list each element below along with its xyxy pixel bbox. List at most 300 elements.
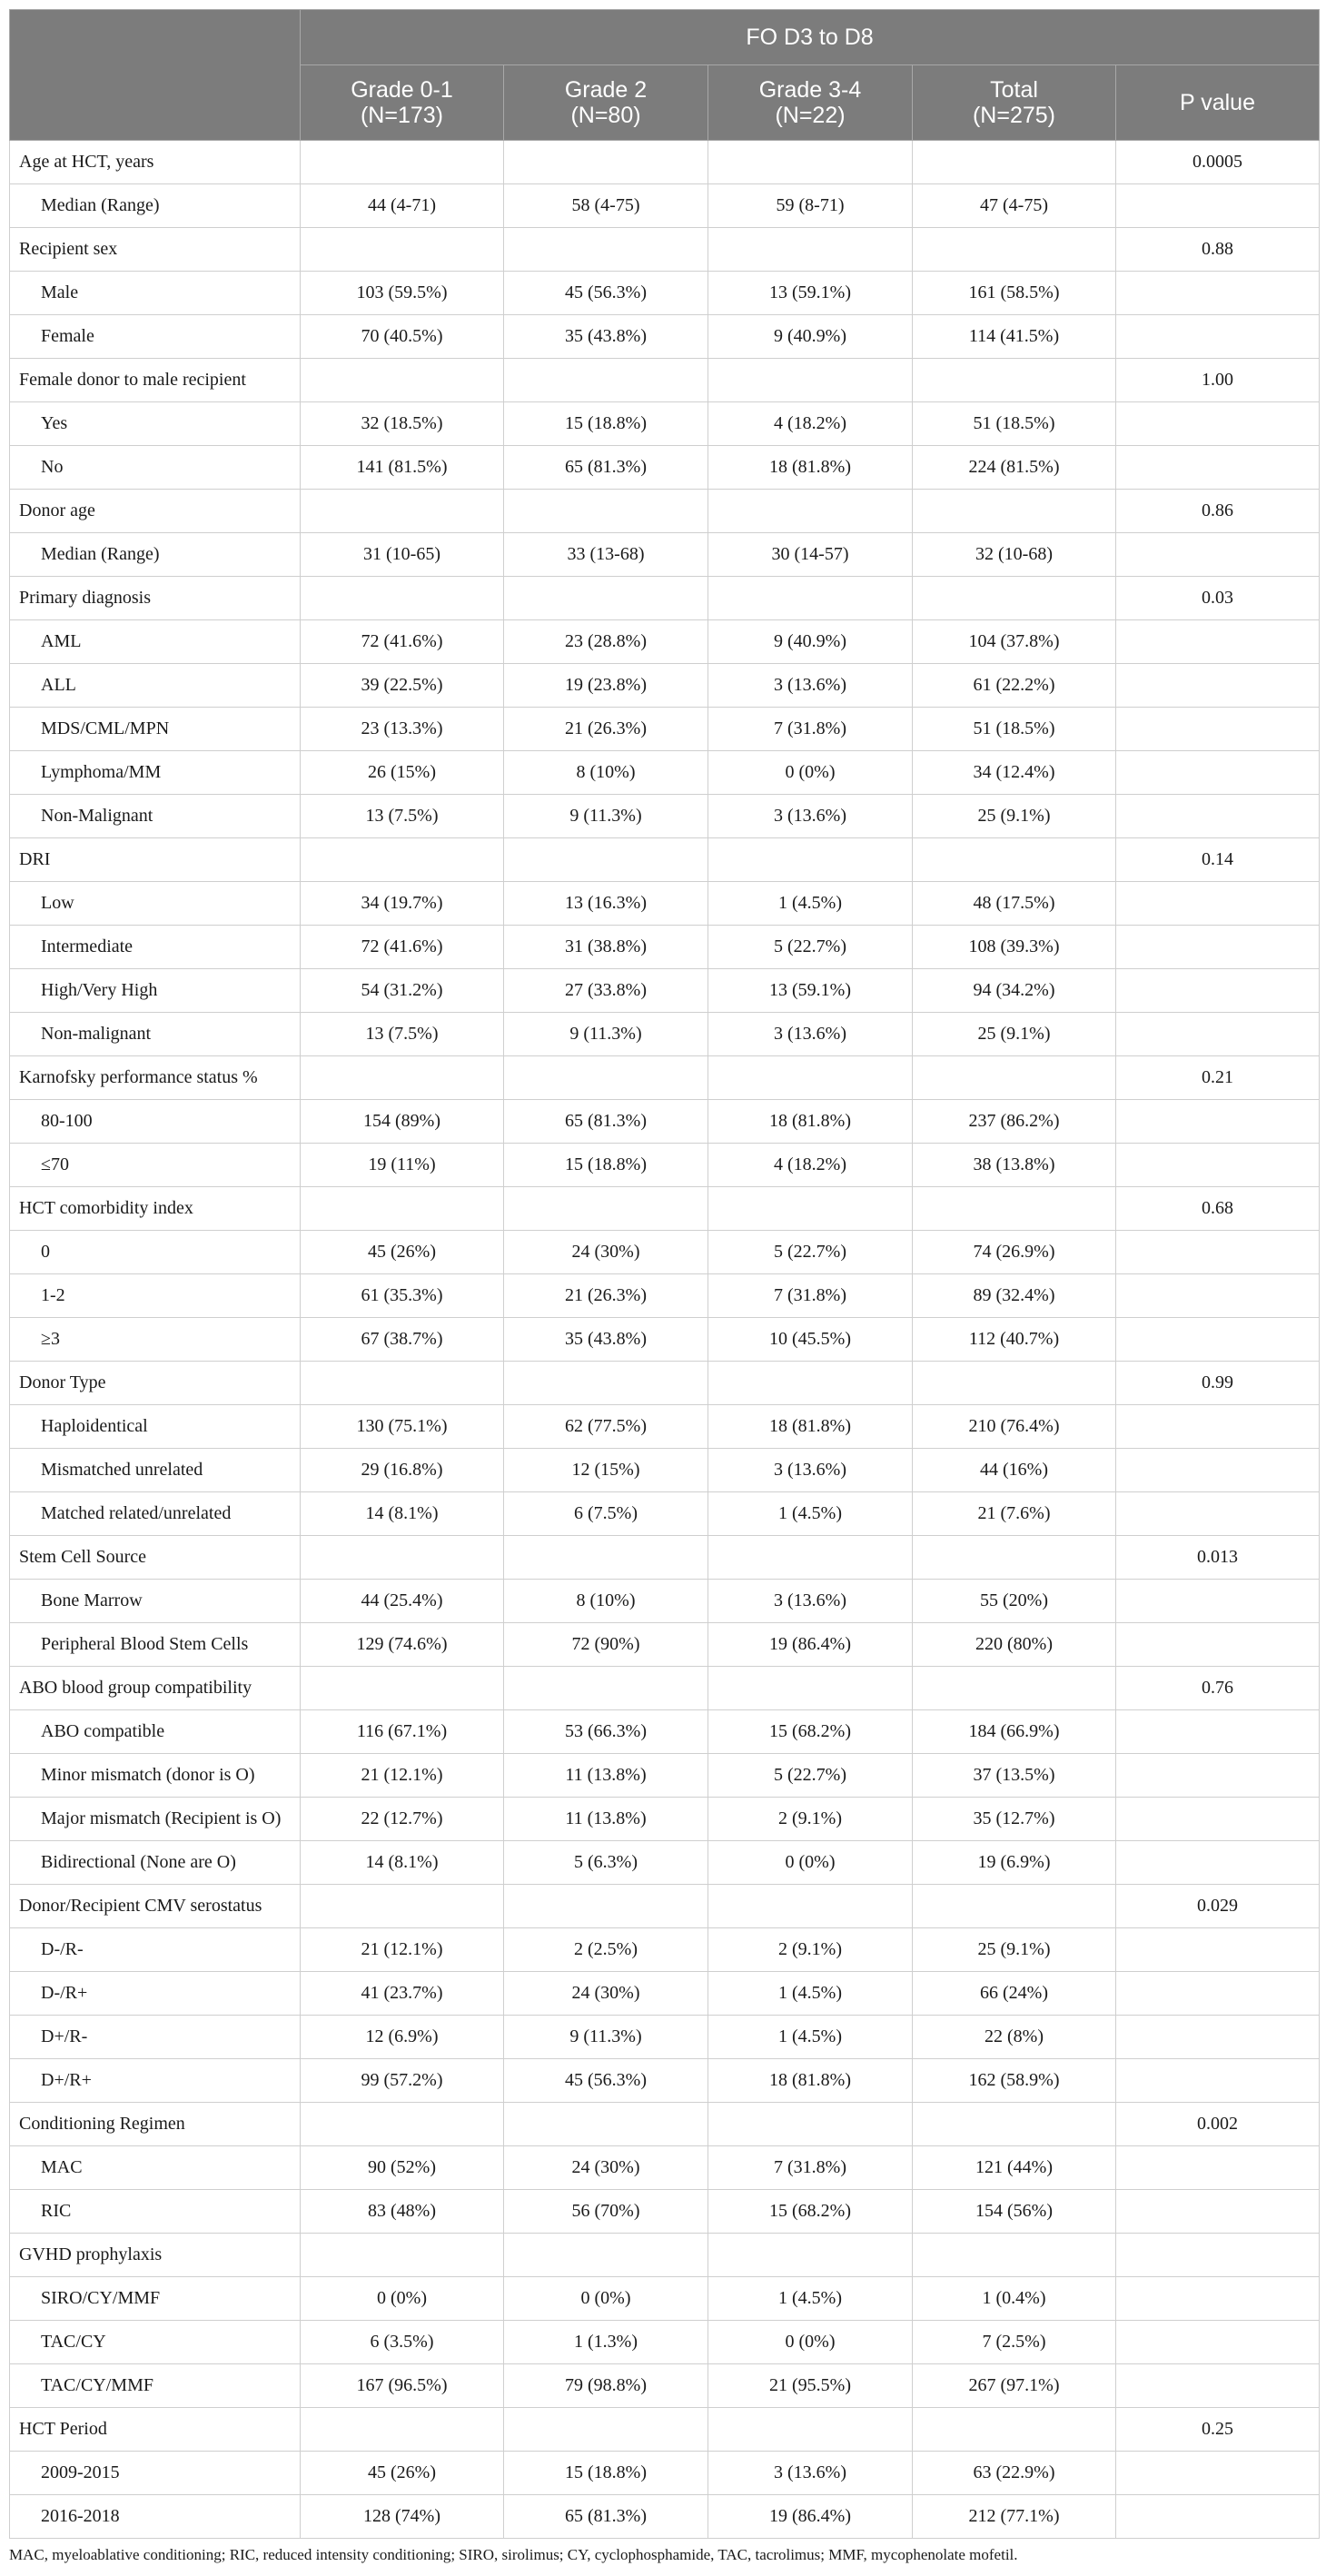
p-value-cell xyxy=(1116,1492,1320,1536)
table-row xyxy=(10,2277,1320,2321)
p-value-cell xyxy=(1116,446,1320,490)
p-value-cell xyxy=(1116,2277,1320,2321)
header-group-title: FO D3 to D8 xyxy=(301,10,1320,65)
p-value-cell xyxy=(1116,533,1320,577)
table-row xyxy=(10,1754,1320,1798)
grade-0-1-cell xyxy=(301,490,504,533)
grade-2-cell xyxy=(504,1187,708,1231)
p-value-cell: 0.14 xyxy=(1116,838,1320,882)
p-value-cell xyxy=(1116,1710,1320,1754)
total-cell: 51 (18.5%) xyxy=(913,402,1116,446)
p-value-cell: 0.88 xyxy=(1116,228,1320,272)
total-cell: 1 (0.4%) xyxy=(913,2277,1116,2321)
grade-2-cell: 19 (23.8%) xyxy=(504,664,708,708)
table-row xyxy=(10,184,1320,228)
category-row xyxy=(10,1362,1320,1405)
grade-3-4-cell: 5 (22.7%) xyxy=(708,1754,913,1798)
p-value-cell xyxy=(1116,1013,1320,1056)
table-row xyxy=(10,1231,1320,1274)
grade-3-4-cell: 3 (13.6%) xyxy=(708,1013,913,1056)
total-cell xyxy=(913,838,1116,882)
p-value-cell xyxy=(1116,315,1320,359)
table-row xyxy=(10,1623,1320,1667)
grade-0-1-cell: 44 (4-71) xyxy=(301,184,504,228)
grade-2-cell: 24 (30%) xyxy=(504,2146,708,2190)
grade-3-4-cell: 18 (81.8%) xyxy=(708,1100,913,1144)
grade-3-4-cell xyxy=(708,2234,913,2277)
p-value-cell xyxy=(1116,1754,1320,1798)
total-cell: 32 (10-68) xyxy=(913,533,1116,577)
grade-2-cell: 12 (15%) xyxy=(504,1449,708,1492)
total-cell: 35 (12.7%) xyxy=(913,1798,1116,1841)
category-label: GVHD prophylaxis xyxy=(10,2234,301,2277)
p-value-cell: 0.68 xyxy=(1116,1187,1320,1231)
grade-2-cell: 1 (1.3%) xyxy=(504,2321,708,2364)
total-cell xyxy=(913,2234,1116,2277)
row-label: Mismatched unrelated xyxy=(10,1449,301,1492)
category-row xyxy=(10,838,1320,882)
grade-3-4-cell: 3 (13.6%) xyxy=(708,2452,913,2495)
total-cell: 63 (22.9%) xyxy=(913,2452,1116,2495)
grade-2-cell xyxy=(504,1056,708,1100)
grade-0-1-cell: 128 (74%) xyxy=(301,2495,504,2539)
header-count: (N=173) xyxy=(360,103,443,128)
category-label: HCT Period xyxy=(10,2408,301,2452)
category-row xyxy=(10,2234,1320,2277)
total-cell: 112 (40.7%) xyxy=(913,1318,1116,1362)
grade-3-4-cell: 18 (81.8%) xyxy=(708,2059,913,2103)
grade-3-4-cell xyxy=(708,228,913,272)
grade-0-1-cell: 129 (74.6%) xyxy=(301,1623,504,1667)
grade-0-1-cell: 12 (6.9%) xyxy=(301,2016,504,2059)
grade-0-1-cell: 54 (31.2%) xyxy=(301,969,504,1013)
grade-2-cell xyxy=(504,2103,708,2146)
grade-2-cell: 24 (30%) xyxy=(504,1231,708,1274)
grade-0-1-cell: 32 (18.5%) xyxy=(301,402,504,446)
table-row xyxy=(10,708,1320,751)
grade-0-1-cell: 22 (12.7%) xyxy=(301,1798,504,1841)
grade-3-4-cell: 13 (59.1%) xyxy=(708,272,913,315)
grade-2-cell: 21 (26.3%) xyxy=(504,708,708,751)
grade-0-1-cell: 45 (26%) xyxy=(301,2452,504,2495)
grade-3-4-cell: 18 (81.8%) xyxy=(708,1405,913,1449)
category-label: Stem Cell Source xyxy=(10,1536,301,1580)
grade-3-4-cell: 7 (31.8%) xyxy=(708,1274,913,1318)
grade-2-cell: 33 (13-68) xyxy=(504,533,708,577)
header-count: (N=275) xyxy=(972,103,1055,128)
total-cell xyxy=(913,228,1116,272)
total-cell: 44 (16%) xyxy=(913,1449,1116,1492)
category-row xyxy=(10,1536,1320,1580)
grade-3-4-cell: 2 (9.1%) xyxy=(708,1798,913,1841)
grade-3-4-cell: 1 (4.5%) xyxy=(708,1492,913,1536)
grade-2-cell: 65 (81.3%) xyxy=(504,2495,708,2539)
category-row xyxy=(10,2408,1320,2452)
grade-0-1-cell: 14 (8.1%) xyxy=(301,1492,504,1536)
table-row xyxy=(10,1405,1320,1449)
p-value-cell xyxy=(1116,708,1320,751)
p-value-cell xyxy=(1116,1318,1320,1362)
grade-3-4-cell: 3 (13.6%) xyxy=(708,664,913,708)
grade-2-cell: 79 (98.8%) xyxy=(504,2364,708,2408)
total-cell: 19 (6.9%) xyxy=(913,1841,1116,1885)
grade-2-cell xyxy=(504,1667,708,1710)
grade-0-1-cell xyxy=(301,359,504,402)
grade-2-cell: 62 (77.5%) xyxy=(504,1405,708,1449)
total-cell: 25 (9.1%) xyxy=(913,1013,1116,1056)
header-grade-2 xyxy=(504,65,708,141)
header-grade-3-4 xyxy=(708,65,913,141)
grade-2-cell: 9 (11.3%) xyxy=(504,1013,708,1056)
p-value-cell xyxy=(1116,795,1320,838)
grade-3-4-cell: 18 (81.8%) xyxy=(708,446,913,490)
p-value-cell xyxy=(1116,1449,1320,1492)
table-row xyxy=(10,620,1320,664)
header-total xyxy=(913,65,1116,141)
p-value-cell: 0.002 xyxy=(1116,2103,1320,2146)
grade-3-4-cell: 0 (0%) xyxy=(708,1841,913,1885)
total-cell xyxy=(913,1667,1116,1710)
grade-3-4-cell: 2 (9.1%) xyxy=(708,1928,913,1972)
header-count: (N=80) xyxy=(570,103,641,128)
row-label: ≤70 xyxy=(10,1144,301,1187)
grade-2-cell xyxy=(504,490,708,533)
total-cell xyxy=(913,359,1116,402)
grade-2-cell xyxy=(504,141,708,184)
p-value-cell xyxy=(1116,1100,1320,1144)
row-label: Yes xyxy=(10,402,301,446)
p-value-cell: 1.00 xyxy=(1116,359,1320,402)
category-label: HCT comorbidity index xyxy=(10,1187,301,1231)
grade-3-4-cell xyxy=(708,490,913,533)
grade-3-4-cell xyxy=(708,1187,913,1231)
row-label: Median (Range) xyxy=(10,533,301,577)
row-label: D-/R+ xyxy=(10,1972,301,2016)
grade-2-cell: 9 (11.3%) xyxy=(504,2016,708,2059)
row-label: RIC xyxy=(10,2190,301,2234)
row-label: D+/R- xyxy=(10,2016,301,2059)
grade-0-1-cell: 31 (10-65) xyxy=(301,533,504,577)
category-label: ABO blood group compatibility xyxy=(10,1667,301,1710)
category-label: Female donor to male recipient xyxy=(10,359,301,402)
table-row xyxy=(10,1144,1320,1187)
grade-0-1-cell xyxy=(301,1536,504,1580)
row-label: Haploidentical xyxy=(10,1405,301,1449)
grade-3-4-cell xyxy=(708,1667,913,1710)
header-grade-0-1 xyxy=(301,65,504,141)
grade-2-cell: 13 (16.3%) xyxy=(504,882,708,926)
grade-2-cell: 15 (18.8%) xyxy=(504,2452,708,2495)
table-row xyxy=(10,2452,1320,2495)
category-row xyxy=(10,490,1320,533)
grade-3-4-cell: 4 (18.2%) xyxy=(708,1144,913,1187)
header-count: (N=22) xyxy=(775,103,846,128)
header-blank-cell xyxy=(10,10,301,141)
grade-2-cell: 0 (0%) xyxy=(504,2277,708,2321)
grade-2-cell: 35 (43.8%) xyxy=(504,1318,708,1362)
total-cell: 74 (26.9%) xyxy=(913,1231,1116,1274)
category-label: Age at HCT, years xyxy=(10,141,301,184)
grade-2-cell: 2 (2.5%) xyxy=(504,1928,708,1972)
grade-3-4-cell: 15 (68.2%) xyxy=(708,2190,913,2234)
row-label: Non-Malignant xyxy=(10,795,301,838)
row-label: Matched related/unrelated xyxy=(10,1492,301,1536)
p-value-cell xyxy=(1116,1623,1320,1667)
header-label: Grade 0-1 xyxy=(351,77,453,103)
total-cell: 55 (20%) xyxy=(913,1580,1116,1623)
grade-3-4-cell: 5 (22.7%) xyxy=(708,926,913,969)
category-row xyxy=(10,228,1320,272)
p-value-cell xyxy=(1116,2364,1320,2408)
p-value-cell xyxy=(1116,1928,1320,1972)
total-cell xyxy=(913,141,1116,184)
total-cell: 7 (2.5%) xyxy=(913,2321,1116,2364)
category-row xyxy=(10,2103,1320,2146)
grade-0-1-cell: 103 (59.5%) xyxy=(301,272,504,315)
grade-0-1-cell: 41 (23.7%) xyxy=(301,1972,504,2016)
grade-2-cell: 65 (81.3%) xyxy=(504,1100,708,1144)
grade-0-1-cell xyxy=(301,228,504,272)
total-cell xyxy=(913,1362,1116,1405)
total-cell: 48 (17.5%) xyxy=(913,882,1116,926)
row-label: 80-100 xyxy=(10,1100,301,1144)
p-value-cell: 0.21 xyxy=(1116,1056,1320,1100)
total-cell: 47 (4-75) xyxy=(913,184,1116,228)
p-value-cell xyxy=(1116,1231,1320,1274)
grade-0-1-cell xyxy=(301,1667,504,1710)
row-label: 2009-2015 xyxy=(10,2452,301,2495)
row-label: Bone Marrow xyxy=(10,1580,301,1623)
p-value-cell: 0.029 xyxy=(1116,1885,1320,1928)
total-cell: 162 (58.9%) xyxy=(913,2059,1116,2103)
category-label: Donor/Recipient CMV serostatus xyxy=(10,1885,301,1928)
grade-0-1-cell xyxy=(301,2408,504,2452)
grade-2-cell: 8 (10%) xyxy=(504,1580,708,1623)
grade-0-1-cell: 13 (7.5%) xyxy=(301,1013,504,1056)
table-row xyxy=(10,1841,1320,1885)
table-row xyxy=(10,272,1320,315)
grade-0-1-cell: 72 (41.6%) xyxy=(301,620,504,664)
grade-3-4-cell xyxy=(708,359,913,402)
grade-2-cell xyxy=(504,838,708,882)
grade-3-4-cell: 19 (86.4%) xyxy=(708,2495,913,2539)
row-label: SIRO/CY/MMF xyxy=(10,2277,301,2321)
total-cell: 21 (7.6%) xyxy=(913,1492,1116,1536)
p-value-cell xyxy=(1116,969,1320,1013)
grade-0-1-cell xyxy=(301,141,504,184)
table-row xyxy=(10,1318,1320,1362)
grade-0-1-cell: 154 (89%) xyxy=(301,1100,504,1144)
category-label: Donor age xyxy=(10,490,301,533)
grade-3-4-cell: 1 (4.5%) xyxy=(708,2016,913,2059)
total-cell: 22 (8%) xyxy=(913,2016,1116,2059)
grade-0-1-cell: 26 (15%) xyxy=(301,751,504,795)
grade-0-1-cell: 21 (12.1%) xyxy=(301,1928,504,1972)
total-cell xyxy=(913,577,1116,620)
grade-0-1-cell: 72 (41.6%) xyxy=(301,926,504,969)
row-label: No xyxy=(10,446,301,490)
grade-2-cell: 15 (18.8%) xyxy=(504,402,708,446)
row-label: High/Very High xyxy=(10,969,301,1013)
grade-0-1-cell: 39 (22.5%) xyxy=(301,664,504,708)
p-value-cell xyxy=(1116,2495,1320,2539)
grade-3-4-cell: 21 (95.5%) xyxy=(708,2364,913,2408)
grade-2-cell xyxy=(504,1536,708,1580)
grade-2-cell xyxy=(504,577,708,620)
table-row xyxy=(10,2016,1320,2059)
grade-3-4-cell xyxy=(708,1056,913,1100)
grade-0-1-cell: 14 (8.1%) xyxy=(301,1841,504,1885)
category-row xyxy=(10,141,1320,184)
grade-3-4-cell: 0 (0%) xyxy=(708,751,913,795)
p-value-cell xyxy=(1116,1405,1320,1449)
table-row xyxy=(10,1710,1320,1754)
category-row xyxy=(10,1056,1320,1100)
total-cell: 220 (80%) xyxy=(913,1623,1116,1667)
grade-2-cell: 35 (43.8%) xyxy=(504,315,708,359)
row-label: Female xyxy=(10,315,301,359)
row-label: 1-2 xyxy=(10,1274,301,1318)
grade-3-4-cell: 1 (4.5%) xyxy=(708,882,913,926)
grade-0-1-cell: 45 (26%) xyxy=(301,1231,504,1274)
total-cell xyxy=(913,1056,1116,1100)
table-row xyxy=(10,1928,1320,1972)
grade-0-1-cell: 70 (40.5%) xyxy=(301,315,504,359)
grade-3-4-cell xyxy=(708,838,913,882)
grade-0-1-cell: 13 (7.5%) xyxy=(301,795,504,838)
grade-3-4-cell xyxy=(708,577,913,620)
table-row xyxy=(10,315,1320,359)
grade-2-cell: 23 (28.8%) xyxy=(504,620,708,664)
grade-3-4-cell: 19 (86.4%) xyxy=(708,1623,913,1667)
table-row xyxy=(10,2059,1320,2103)
grade-2-cell xyxy=(504,2408,708,2452)
grade-3-4-cell: 30 (14-57) xyxy=(708,533,913,577)
grade-2-cell: 45 (56.3%) xyxy=(504,2059,708,2103)
p-value-cell xyxy=(1116,664,1320,708)
total-cell xyxy=(913,490,1116,533)
total-cell: 25 (9.1%) xyxy=(913,1928,1116,1972)
grade-0-1-cell xyxy=(301,1885,504,1928)
row-label: 2016-2018 xyxy=(10,2495,301,2539)
table-row xyxy=(10,1580,1320,1623)
table-row xyxy=(10,2364,1320,2408)
row-label: Bidirectional (None are O) xyxy=(10,1841,301,1885)
total-cell: 51 (18.5%) xyxy=(913,708,1116,751)
category-label: Donor Type xyxy=(10,1362,301,1405)
grade-2-cell: 27 (33.8%) xyxy=(504,969,708,1013)
grade-0-1-cell xyxy=(301,1362,504,1405)
p-value-cell xyxy=(1116,1274,1320,1318)
row-label: MAC xyxy=(10,2146,301,2190)
total-cell: 154 (56%) xyxy=(913,2190,1116,2234)
p-value-cell xyxy=(1116,2016,1320,2059)
row-label: Non-malignant xyxy=(10,1013,301,1056)
table-row xyxy=(10,1492,1320,1536)
grade-0-1-cell: 167 (96.5%) xyxy=(301,2364,504,2408)
row-label: Peripheral Blood Stem Cells xyxy=(10,1623,301,1667)
total-cell: 210 (76.4%) xyxy=(913,1405,1116,1449)
row-label: ALL xyxy=(10,664,301,708)
total-cell: 66 (24%) xyxy=(913,1972,1116,2016)
p-value-cell xyxy=(1116,2190,1320,2234)
table-footnote: MAC, myeloablative conditioning; RIC, reduced intensity conditioning; SIRO, sirolimus; CY, cyclophosphamide, TAC, tacrolimus; MMF, mycophenolate mofetil. xyxy=(9,2546,1018,2563)
grade-3-4-cell: 0 (0%) xyxy=(708,2321,913,2364)
table-row xyxy=(10,402,1320,446)
grade-3-4-cell: 1 (4.5%) xyxy=(708,1972,913,2016)
header-label: Grade 2 xyxy=(564,77,648,103)
grade-0-1-cell xyxy=(301,2103,504,2146)
category-row xyxy=(10,1187,1320,1231)
grade-0-1-cell: 44 (25.4%) xyxy=(301,1580,504,1623)
table-row xyxy=(10,882,1320,926)
grade-2-cell: 11 (13.8%) xyxy=(504,1798,708,1841)
row-label: Low xyxy=(10,882,301,926)
grade-0-1-cell xyxy=(301,577,504,620)
p-value-cell xyxy=(1116,1972,1320,2016)
grade-0-1-cell xyxy=(301,1187,504,1231)
grade-2-cell xyxy=(504,1362,708,1405)
table-container xyxy=(9,9,1319,2564)
table-row xyxy=(10,1449,1320,1492)
grade-0-1-cell: 29 (16.8%) xyxy=(301,1449,504,1492)
row-label: TAC/CY/MMF xyxy=(10,2364,301,2408)
total-cell: 267 (97.1%) xyxy=(913,2364,1116,2408)
p-value-cell: 0.03 xyxy=(1116,577,1320,620)
total-cell: 94 (34.2%) xyxy=(913,969,1116,1013)
p-value-cell xyxy=(1116,1144,1320,1187)
grade-3-4-cell: 1 (4.5%) xyxy=(708,2277,913,2321)
table-row xyxy=(10,1798,1320,1841)
grade-2-cell: 58 (4-75) xyxy=(504,184,708,228)
grade-0-1-cell: 116 (67.1%) xyxy=(301,1710,504,1754)
p-value-cell xyxy=(1116,1580,1320,1623)
table-row xyxy=(10,926,1320,969)
total-cell xyxy=(913,1536,1116,1580)
header-label: P value xyxy=(1180,90,1255,115)
grade-2-cell: 53 (66.3%) xyxy=(504,1710,708,1754)
row-label: Intermediate xyxy=(10,926,301,969)
grade-3-4-cell: 3 (13.6%) xyxy=(708,1580,913,1623)
grade-3-4-cell: 4 (18.2%) xyxy=(708,402,913,446)
p-value-cell xyxy=(1116,272,1320,315)
grade-3-4-cell xyxy=(708,2103,913,2146)
grade-2-cell: 65 (81.3%) xyxy=(504,446,708,490)
table-header xyxy=(10,10,1320,141)
p-value-cell xyxy=(1116,1798,1320,1841)
p-value-cell xyxy=(1116,2059,1320,2103)
grade-0-1-cell: 141 (81.5%) xyxy=(301,446,504,490)
p-value-cell: 0.99 xyxy=(1116,1362,1320,1405)
grade-2-cell: 72 (90%) xyxy=(504,1623,708,1667)
grade-3-4-cell xyxy=(708,141,913,184)
p-value-cell: 0.86 xyxy=(1116,490,1320,533)
header-label: Total xyxy=(990,77,1038,103)
row-label: Major mismatch (Recipient is O) xyxy=(10,1798,301,1841)
total-cell xyxy=(913,1187,1116,1231)
p-value-cell: 0.25 xyxy=(1116,2408,1320,2452)
grade-3-4-cell: 10 (45.5%) xyxy=(708,1318,913,1362)
p-value-cell: 0.76 xyxy=(1116,1667,1320,1710)
category-label: Karnofsky performance status % xyxy=(10,1056,301,1100)
table-row xyxy=(10,2321,1320,2364)
grade-2-cell xyxy=(504,228,708,272)
grade-2-cell: 6 (7.5%) xyxy=(504,1492,708,1536)
grade-3-4-cell: 5 (22.7%) xyxy=(708,1231,913,1274)
grade-0-1-cell xyxy=(301,838,504,882)
p-value-cell xyxy=(1116,402,1320,446)
p-value-cell xyxy=(1116,2234,1320,2277)
